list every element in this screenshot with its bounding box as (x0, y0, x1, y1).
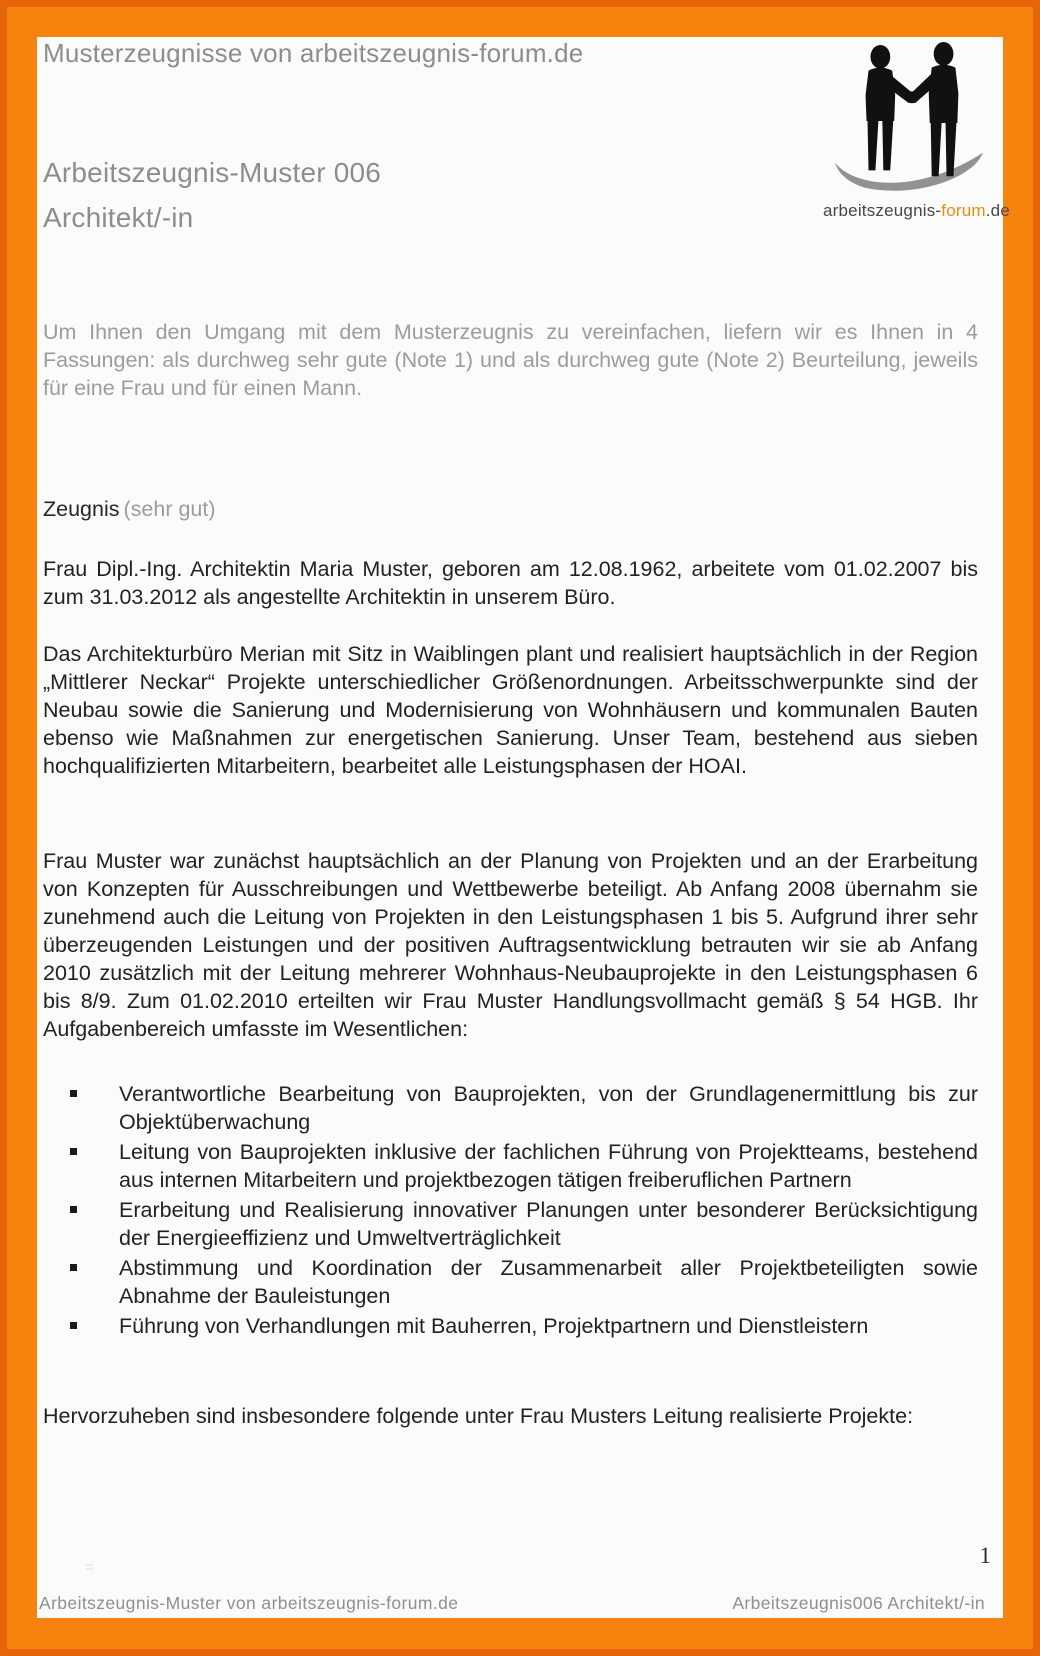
footer-left-text: Arbeitszeugnis-Muster von arbeitszeugnis-forum.de (39, 1593, 459, 1613)
footer-right-text: Arbeitszeugnis006 Architekt/-in (732, 1593, 985, 1613)
paragraph: Das Architekturbüro Merian mit Sitz in Waiblingen plant und realisiert hauptsächlich in der Region „Mittlerer Neckar“ Projekte unterschiedlicher Größenordnungen. Arbeitsschwerpunkte sind der Neubau sowie die Sanierung und Modernisierung von Wohnhäusern und kommunalen Bauten ebenso wie Maßnahmen zur energetischen Sanierung. Unser Team, bestehend aus sieben hochqualifizierten Mitarbeitern, bearbeitet alle Leistungsphasen der HOAI. (43, 642, 978, 778)
section-heading (43, 495, 216, 523)
document-title-line2: Architekt/-in (43, 202, 194, 233)
list-item: Abstimmung und Koordination der Zusammenarbeit aller Projektbeteiligten sowie Abnahme der Bauleistungen (43, 1254, 978, 1310)
site-logo (823, 40, 1010, 221)
handshake-icon (825, 40, 993, 198)
document-title-line1: Arbeitszeugnis-Muster 006 (43, 157, 382, 188)
intro-paragraph: Um Ihnen den Umgang mit dem Musterzeugnis zu vereinfachen, liefern wir es Ihnen in 4 Fassungen: als durchweg sehr gute (Note 1) und als durchweg gute (Note 2) Beurteilung, jeweils für eine Frau und für einen Mann. (43, 320, 978, 400)
list-item: Leitung von Bauprojekten inklusive der fachlichen Führung von Projektteams, bestehend aus internen Mitarbeitern und projektbezogen tätigen freiberuflichen Partnern (43, 1138, 978, 1194)
document-page (37, 37, 1010, 1618)
closing-line: Hervorzuheben sind insbesondere folgende unter Frau Musters Leitung realisierte Projekte: (43, 1404, 914, 1428)
section-heading-label: Zeugnis (43, 497, 120, 521)
logo-wordmark (823, 201, 1010, 221)
logo-text-suffix: .de (985, 201, 1010, 220)
paragraph: Frau Muster war zunächst hauptsächlich an der Planung von Projekten und an der Erarbeitung von Konzepten für Ausschreibungen und Wettbewerbe beteiligt. Ab Anfang 2008 übernahm sie zunehmend auch die Leitung von Projekten in den Leistungsphasen 1 bis 5. Aufgrund ihrer sehr überzeugenden Leistungen und der positiven Auftragsentwicklung betrauten wir sie ab Anfang 2010 zusätzlich mit der Leitung mehrerer Wohnhaus-Neubauprojekte in den Leistungsphasen 6 bis 8/9. Zum 01.02.2010 erteilten wir Frau Muster Handlungsvollmacht gemäß § 54 HGB. Ihr Aufgabenbereich umfasste im Wesentlichen: (43, 849, 978, 1041)
list-item: Erarbeitung und Realisierung innovativer Planungen unter besonderer Berücksichtigung der Energieeffizienz und Umweltverträglichkeit (43, 1196, 978, 1252)
logo-text-highlight: forum (941, 201, 986, 220)
masthead-title: Musterzeugnisse von arbeitszeugnis-forum.de (43, 38, 584, 68)
page-number: 1 (979, 1543, 991, 1568)
section-heading-note: (sehr gut) (123, 497, 216, 521)
paragraph: Frau Dipl.-Ing. Architektin Maria Muster, geboren am 12.08.1962, arbeitete vom 01.02.2007 bis zum 31.03.2012 als angestellte Architektin in unserem Büro. (43, 557, 978, 609)
list-item: Führung von Verhandlungen mit Bauherren, Projektpartnern und Dienstleistern (43, 1312, 978, 1340)
document-title (43, 150, 381, 240)
page-footer (39, 1593, 985, 1614)
faint-scan-artifact: = (85, 1559, 94, 1576)
list-item: Verantwortliche Bearbeitung von Bauprojekten, von der Grundlagenermittlung bis zur Objektüberwachung (43, 1080, 978, 1136)
task-bullet-list (43, 1080, 978, 1342)
logo-text-prefix: arbeitszeugnis- (823, 201, 942, 220)
